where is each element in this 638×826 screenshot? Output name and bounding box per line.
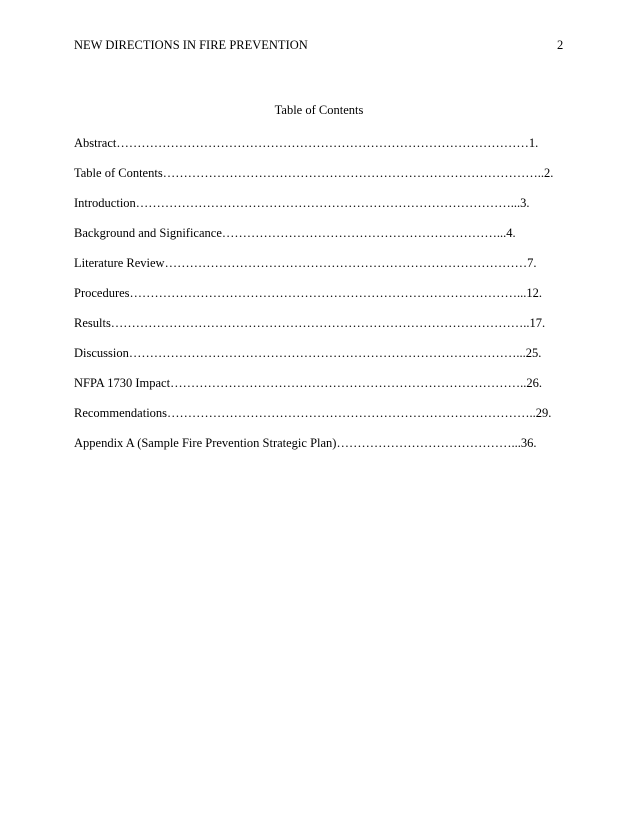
toc-entry-text: Abstract………………………………………………………………………………………1. — [74, 136, 539, 150]
toc-entry-recommendations — [74, 398, 574, 428]
toc-entry-procedures — [74, 278, 574, 308]
page-number: 2 — [557, 38, 564, 52]
toc-entry-nfpa-1730-impact — [74, 368, 574, 398]
toc-entry-table-of-contents — [74, 158, 574, 188]
toc-entry-background — [74, 218, 574, 248]
toc-entry-text: NFPA 1730 Impact…………………………………………………………………………..26. — [74, 376, 542, 390]
toc-entry-literature-review — [74, 248, 574, 278]
toc-entry-abstract — [74, 128, 574, 158]
toc-entry-text: Background and Significance…………………………………………………………...4. — [74, 226, 516, 240]
toc-entry-discussion — [74, 338, 574, 368]
running-head: NEW DIRECTIONS IN FIRE PREVENTION — [74, 38, 308, 52]
toc-entry-text: Recommendations……………………………………………………………………………..29. — [74, 406, 552, 420]
toc-entry-text: Appendix A (Sample Fire Prevention Strategic Plan)……………………………………...36. — [74, 436, 537, 450]
toc-list — [74, 128, 574, 458]
toc-heading: Table of Contents — [274, 103, 364, 117]
toc-entry-text: Introduction………………………………………………………………………………...3. — [74, 196, 530, 210]
toc-entry-text: Discussion…………………………………………………………………………………...25. — [74, 346, 542, 360]
toc-entry-text: Results………………………………………………………………………………………..17. — [74, 316, 546, 330]
toc-entry-text: Literature Review……………………………………………………………………………7. — [74, 256, 537, 270]
toc-entry-introduction — [74, 188, 574, 218]
toc-entry-text: Procedures…………………………………………………………………………………...12. — [74, 286, 543, 300]
toc-entry-results — [74, 308, 574, 338]
toc-entry-text: Table of Contents………………………………………………………………………………..2. — [74, 166, 554, 180]
toc-entry-appendix-a — [74, 428, 574, 458]
